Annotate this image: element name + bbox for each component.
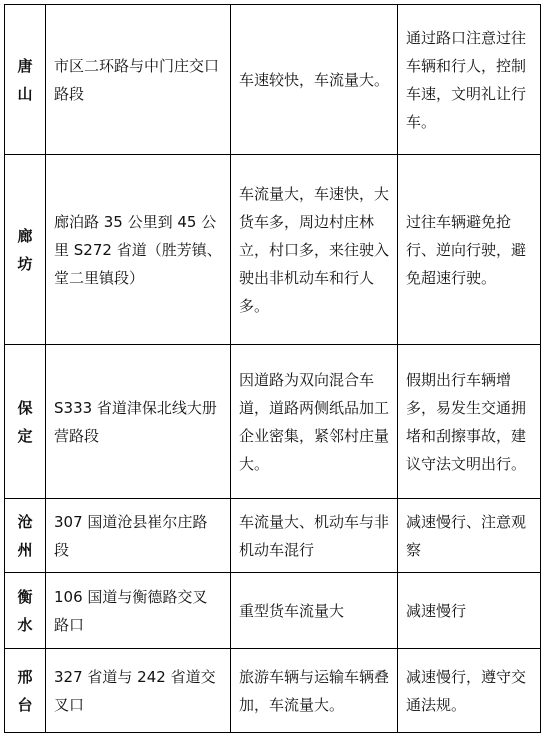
- city-char: 定: [17, 426, 33, 445]
- city-cell: [5, 499, 46, 573]
- city-char: 衡: [17, 587, 33, 606]
- table-row: [5, 649, 541, 733]
- city-char: 唐: [17, 56, 33, 75]
- feature-cell: 车速较快，车流量大。: [231, 5, 398, 155]
- city-char: 沧: [17, 512, 33, 531]
- feature-cell: 车流量大，车速快，大货车多，周边村庄林立，村口多，来往驶入驶出非机动车和行人多。: [231, 155, 398, 345]
- advice-cell: 过往车辆避免抢行、逆向行驶，避免超速行驶。: [398, 155, 541, 345]
- advice-cell: 通过路口注意过往车辆和行人，控制车速，文明礼让行车。: [398, 5, 541, 155]
- table-row: [5, 345, 541, 499]
- city-cell: [5, 155, 46, 345]
- table-row: [5, 155, 541, 345]
- advice-cell: 减速慢行: [398, 573, 541, 649]
- feature-cell: 旅游车辆与运输车辆叠加，车流量大。: [231, 649, 398, 733]
- location-cell: S333 省道津保北线大册营路段: [46, 345, 231, 499]
- city-char: 保: [17, 398, 33, 417]
- location-cell: 307 国道沧县崔尔庄路段: [46, 499, 231, 573]
- location-cell: 廊泊路 35 公里到 45 公里 S272 省道（胜芳镇、堂二里镇段）: [46, 155, 231, 345]
- location-cell: 327 省道与 242 省道交叉口: [46, 649, 231, 733]
- advice-cell: 减速慢行，遵守交通法规。: [398, 649, 541, 733]
- feature-cell: 重型货车流量大: [231, 573, 398, 649]
- city-char: 廊: [17, 226, 33, 245]
- city-char: 邢: [17, 667, 33, 686]
- location-cell: 106 国道与衡德路交叉路口: [46, 573, 231, 649]
- road-safety-table: [4, 4, 541, 733]
- table-row: [5, 573, 541, 649]
- advice-cell: 减速慢行、注意观察: [398, 499, 541, 573]
- city-char: 州: [17, 540, 33, 559]
- city-char: 台: [17, 695, 33, 714]
- feature-cell: 因道路为双向混合车道，道路两侧纸品加工企业密集，紧邻村庄量大。: [231, 345, 398, 499]
- table-row: [5, 499, 541, 573]
- location-cell: 市区二环路与中门庄交口路段: [46, 5, 231, 155]
- city-cell: [5, 345, 46, 499]
- city-cell: [5, 573, 46, 649]
- table-row: [5, 5, 541, 155]
- feature-cell: 车流量大、机动车与非机动车混行: [231, 499, 398, 573]
- city-char: 水: [17, 615, 33, 634]
- advice-cell: 假期出行车辆增多，易发生交通拥堵和刮擦事故，建议守法文明出行。: [398, 345, 541, 499]
- city-char: 坊: [17, 254, 33, 273]
- city-cell: [5, 649, 46, 733]
- city-char: 山: [17, 84, 33, 103]
- city-cell: [5, 5, 46, 155]
